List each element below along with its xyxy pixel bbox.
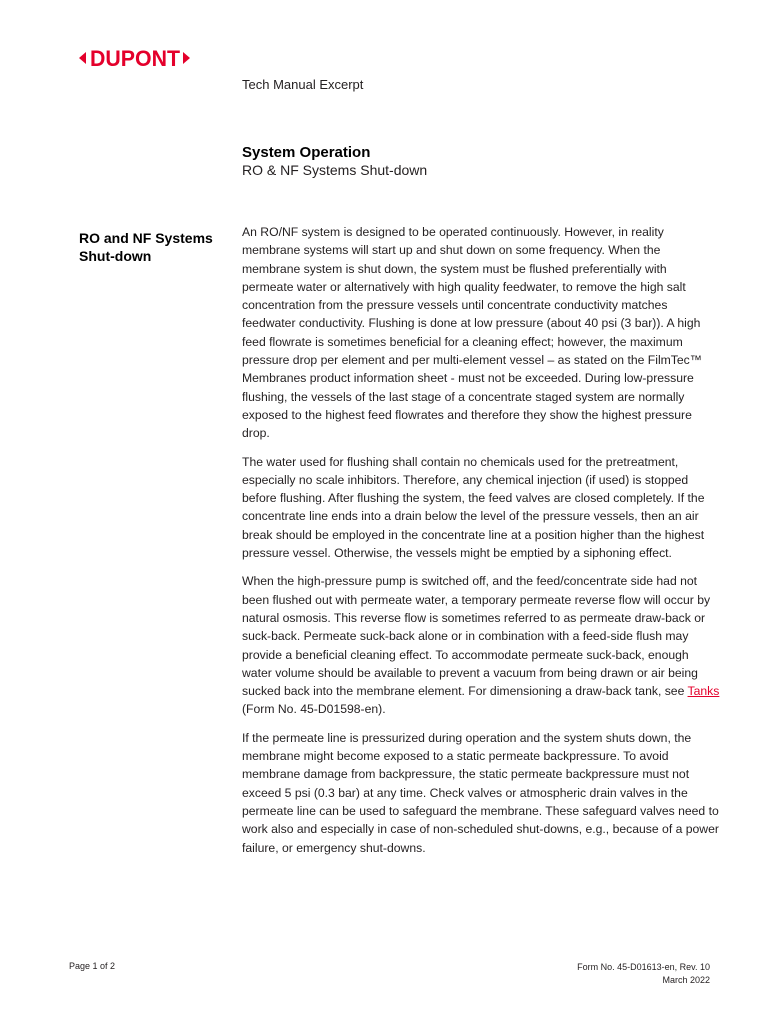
paragraph-3-text: When the high-pressure pump is switched off, and the feed/concentrate side had not been flushed out with permeate water, a temporary permeate reverse flow will occur by natural osmosis. This reverse flow is sometimes referred to as permeate draw-back or suck-back. Permeate suck-back alone or in combination with a feed-side flush may provide a beneficial cleaning effect. To accommodate permeate suck-back, enough water volume should be available to prevent a vacuum from being drawn or air being sucked back into the membrane element. For dimensioning a draw-back tank, see <box>242 574 711 699</box>
dupont-logo <box>76 38 196 78</box>
footer-form-info <box>577 961 710 986</box>
paragraph-2: The water used for flushing shall contain no chemicals used for the pretreatment, especially no scale inhibitors. Therefore, any chemical injection (if used) is stopped before flushing. After flushing the system, the feed valves are closed completely. If the concentrate line ends into a drain below the level of the pressure vessels, then an air break should be employed in the concentrate line at a position higher than the highest pressure vessel. Otherwise, the vessels might be emptied by a siphoning effect. <box>242 454 705 561</box>
revision-date: March 2022 <box>662 974 710 985</box>
paragraph-4: If the permeate line is pressurized during operation and the system shuts down, the membrane might become exposed to a static permeate backpressure. To avoid membrane damage from backpressure, the static permeate backpressure must not exceed 5 psi (0.3 bar) at any time. Check valves or atmospheric drain valves in the permeate line can be used to safeguard the membrane. These safeguard valves need to work also and especially in case of non-scheduled shut-downs, e.g., because of a power failure, or emergency shut-downs. <box>242 730 719 855</box>
page-number: Page 1 of 2 <box>69 961 116 971</box>
side-heading: RO and NF Systems Shut-down <box>79 230 213 264</box>
section-title: System Operation <box>242 144 371 161</box>
section-header <box>242 144 427 179</box>
logo-left-bracket <box>79 52 86 64</box>
logo-wordmark: DUPONT <box>90 46 181 71</box>
section-subtitle: RO & NF Systems Shut-down <box>242 162 428 178</box>
document-type-label: Tech Manual Excerpt <box>242 77 364 92</box>
paragraph-1: An RO/NF system is designed to be operated continuously. However, in reality membrane systems will start up and shut down on some frequency. When the membrane system is shut down, the system must be flushed preferentially with permeate water or alternatively with high quality feedwater, to remove the high salt concentration from the pressure vessels until concentrate conductivity matches feedwater conductivity. Flushing is done at low pressure (about 40 psi (3 bar)). A high feed flowrate is sometimes beneficial for a cleaning effect; however, the maximum pressure drop per element and per multi-element vessel – as stated on the FilmTec™ Membranes product information sheet - must not be exceeded. During low-pressure flushing, the vessels of the last stage of a concentrate staged system are normally exposed to the highest feed flowrates and therefore they show the highest pressure drop. <box>242 225 702 441</box>
paragraph-3-text-end: (Form No. 45-D01598-en). <box>242 702 386 717</box>
logo-right-bracket <box>183 52 190 64</box>
form-number: Form No. 45-D01613-en, Rev. 10 <box>577 962 710 972</box>
body-text <box>242 223 720 867</box>
tanks-link[interactable]: Tanks <box>687 684 720 699</box>
paragraph-3 <box>242 572 720 718</box>
